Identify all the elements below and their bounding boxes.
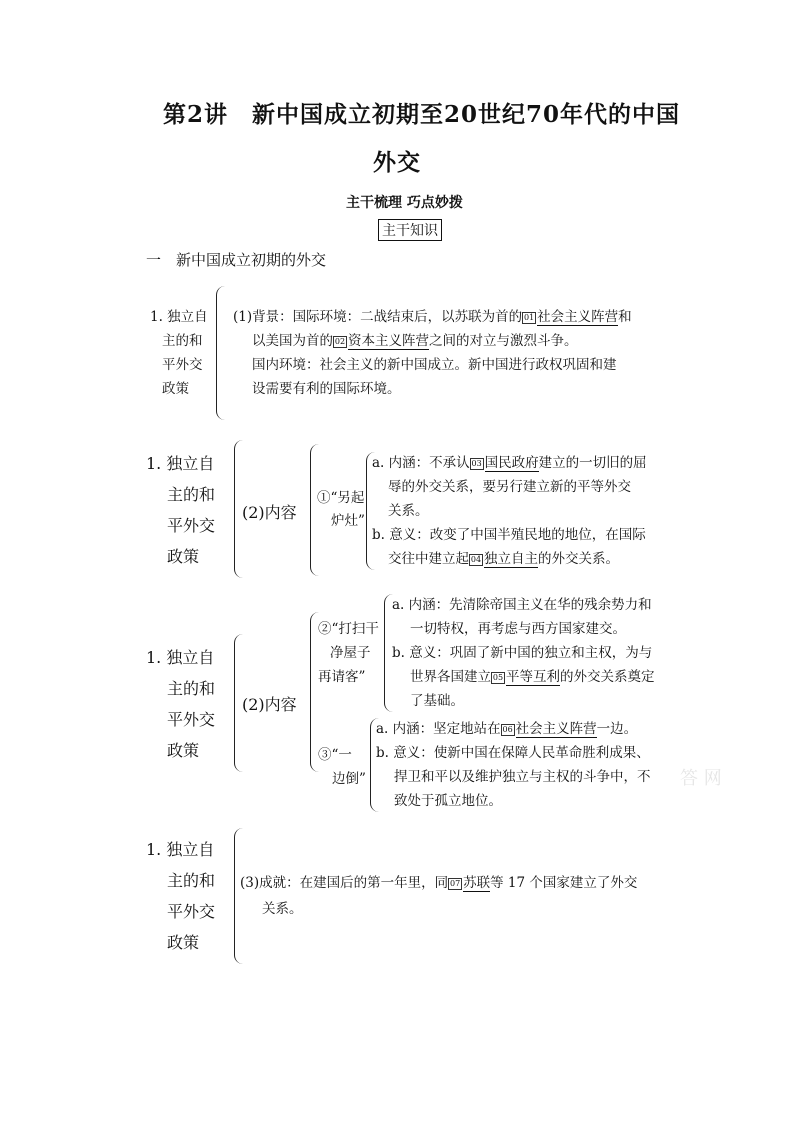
sub-label: 再请客” — [318, 669, 366, 685]
subtitle: 主干梳理 巧点妙拨 — [346, 195, 463, 211]
text-line: 关系。 — [388, 503, 429, 519]
text-line: 一切特权，再考虑与西方国家建交。 — [410, 621, 626, 637]
block-label-line: 政策 — [167, 547, 200, 566]
sub-label: ①“另起 — [317, 490, 365, 506]
content-label: (2)内容 — [242, 503, 297, 522]
page-title-line2: 外交 — [373, 149, 421, 176]
text-line: 了基础。 — [410, 693, 464, 709]
number-badge: 05 — [492, 673, 504, 682]
number-badge: 01 — [524, 313, 535, 322]
text-line: 致处于孤立地位。 — [394, 793, 502, 809]
key-term: 国民政府 — [484, 455, 539, 471]
block-label-line: 平外交 — [167, 902, 216, 921]
text-line: a. 内涵：不承认 03 国民政府建立的一切旧的屈 — [372, 455, 647, 471]
key-term: 社会主义阵营 — [537, 309, 619, 325]
sub-label: ②“打扫干 — [318, 621, 379, 637]
text-line: a. 内涵：坚定地站在 06 社会主义阵营一边。 — [376, 721, 638, 737]
brace — [234, 828, 243, 964]
text-line: b. 意义：巩固了新中国的独立和主权，为与 — [392, 645, 653, 661]
block-label-line: 政策 — [167, 741, 200, 760]
key-term: 资本主义阵营 — [348, 333, 429, 349]
watermark: 答 网 — [680, 768, 722, 789]
brace — [216, 286, 225, 420]
text-line: 关系。 — [262, 901, 303, 917]
key-term: 社会主义阵营 — [515, 721, 597, 737]
key-term: 平等互利 — [506, 669, 560, 685]
block-label-line: 平外交 — [167, 710, 216, 729]
block-label-line: 主的和 — [167, 679, 216, 698]
sub-label: ③“一 — [318, 747, 352, 763]
brace — [310, 444, 319, 576]
text-line: (1)背景：国际环境：二战结束后，以苏联为首的 01 社会主义阵营和 — [233, 309, 632, 325]
page-title-line1: 第2讲 新中国成立初期至20世纪70年代的中国 — [163, 101, 681, 128]
section-heading: 一 新中国成立初期的外交 — [146, 251, 327, 269]
block-label-line: 1. 独立自 — [146, 648, 215, 667]
block-label-line: 主的和 — [167, 871, 216, 890]
text-line: 辱的外交关系，要另行建立新的平等外交 — [388, 479, 631, 495]
text-line: b. 意义：使新中国在保障人民革命胜利成果、 — [376, 745, 650, 761]
sub-label: 净屋子 — [330, 645, 371, 661]
block-label-line: 政策 — [162, 381, 189, 397]
text-line: (3)成就：在建国后的第一年里，同 07 苏联等 17 个国家建立了外交 — [240, 875, 638, 891]
boxed-label: 主干知识 — [378, 219, 442, 241]
text-line: 交往中建立起 04 独立自主的外交关系。 — [388, 551, 619, 567]
key-term: 独立自主 — [484, 551, 538, 567]
text-line: 设需要有利的国际环境。 — [252, 381, 401, 397]
key-term: 苏联 — [463, 875, 491, 891]
block-label-line: 政策 — [167, 933, 200, 952]
block-label-line: 1. 独立自 — [150, 309, 208, 325]
block-label-line: 1. 独立自 — [146, 840, 215, 859]
text-line: 以美国为首的 02 资本主义阵营之间的对立与激烈斗争。 — [252, 333, 578, 349]
sub-label: 炉灶” — [331, 513, 365, 529]
text-line: a. 内涵：先清除帝国主义在华的残余势力和 — [392, 597, 652, 613]
number-badge: 03 — [471, 459, 482, 468]
text-line: b. 意义：改变了中国半殖民地的地位，在国际 — [372, 527, 646, 543]
content-label: (2)内容 — [242, 695, 297, 714]
block-label-line: 平外交 — [162, 357, 203, 373]
sub-label: 边倒” — [332, 771, 366, 787]
block-label-line: 主的和 — [167, 485, 216, 504]
number-badge: 06 — [502, 725, 513, 734]
number-badge: 07 — [450, 879, 461, 888]
block-label-line: 主的和 — [162, 333, 203, 349]
number-badge: 04 — [470, 555, 482, 564]
text-line: 世界各国建立 05 平等互利的外交关系奠定 — [410, 669, 655, 685]
block-label-line: 1. 独立自 — [146, 454, 215, 473]
text-line: 国内环境：社会主义的新中国成立。新中国进行政权巩固和建 — [252, 357, 617, 373]
block-label-line: 平外交 — [167, 516, 216, 535]
number-badge: 02 — [334, 337, 346, 346]
text-line: 捍卫和平以及维护独立与主权的斗争中，不 — [394, 769, 651, 785]
